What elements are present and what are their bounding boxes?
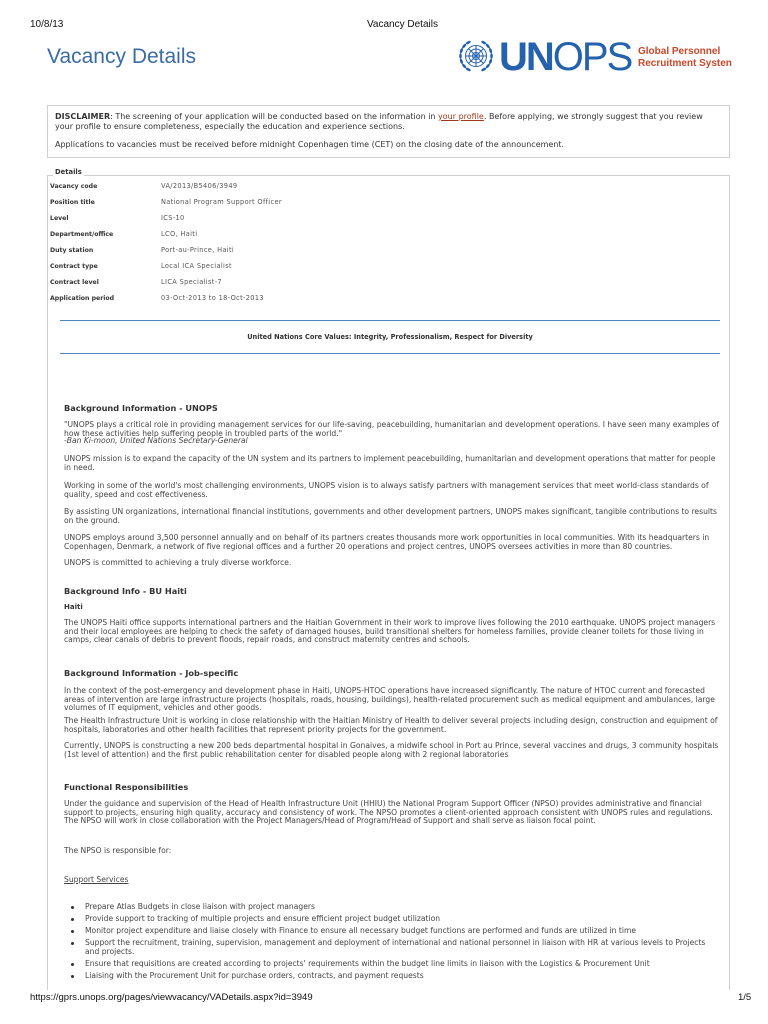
support-services-heading: Support Services <box>64 875 129 884</box>
detail-label: Department/office <box>50 231 114 238</box>
list-item: Ensure that requisitions are created according to projects' requirements within the budget line limits in liaison with the Logistics & Procurement Unit <box>85 960 721 969</box>
list-item: Support the recruitment, training, supervision, management and deployment of international and national personnel in liaison with HR at various levels to Projects and projects. <box>85 939 721 956</box>
list-item: Monitor project expenditure and liaise closely with Finance to ensure all necessary budget functions are performed and funds are utilized in time <box>85 927 721 936</box>
detail-value: 03-Oct-2013 to 18-Oct-2013 <box>161 293 264 302</box>
section-heading: Background Information - Job-specific <box>64 668 239 678</box>
print-title: Vacancy Details <box>367 19 438 30</box>
details-table <box>50 179 470 307</box>
divider-rule <box>60 320 720 321</box>
detail-row-contract-type <box>50 259 470 275</box>
paragraph: The NPSO is responsible for: <box>64 846 172 855</box>
detail-value: LICA Specialist-7 <box>161 277 222 286</box>
logo-wordmark-bold: UN <box>499 35 553 79</box>
core-values: United Nations Core Values: Integrity, Professionalism, Respect for Diversity <box>247 333 533 341</box>
list-item: Liaising with the Procurement Unit for purchase orders, contracts, and payment requests <box>85 972 721 981</box>
detail-label: Vacancy code <box>50 183 98 190</box>
print-date: 10/8/13 <box>30 19 64 30</box>
detail-value: VA/2013/B5406/3949 <box>161 181 238 190</box>
un-emblem-icon <box>458 38 494 74</box>
detail-label: Contract level <box>50 279 99 286</box>
details-legend: Details <box>55 168 82 176</box>
detail-row-duty-station <box>50 243 470 259</box>
logo-wordmark-light: OPS <box>552 35 632 79</box>
paragraph: By assisting UN organizations, international financial institutions, governments and other development partners, UNOPS makes significant, tangible contributions to results on the ground. <box>64 507 717 525</box>
paragraph: In the context of the post-emergency and development phase in Haiti, UNOPS-HTOC operations have increased significantly. The nature of HTOC current and forecasted areas of intervention are large infrastructure projects (hospitals, roads, housing, buildings), health-related procurement such as medical equipment and ambulances, large volumes of IT equipment, vehicles and other goods. <box>64 686 715 712</box>
paragraph: UNOPS employs around 3,500 personnel annually and on behalf of its partners creates thousands more work opportunities in local communities. With its headquarters in Copenhagen, Denmark, a network of five regional offices and a further 20 operations and project centres, UNOPS oversees activities in more than 80 countries. <box>64 533 710 551</box>
divider-rule <box>60 353 720 354</box>
detail-label: Duty station <box>50 247 94 254</box>
responsibilities-list <box>85 903 721 984</box>
detail-value: Local ICA Specialist <box>161 261 232 270</box>
disclaimer-label: DISCLAIMER <box>55 112 111 121</box>
paragraph: Working in some of the world's most challenging environments, UNOPS vision is to always satisfy partners with management services that meet world-class standards of quality, speed and cost effectiveness. <box>64 481 709 499</box>
detail-value: Port-au-Prince, Haiti <box>161 245 235 254</box>
print-page-number: 1/5 <box>738 992 752 1003</box>
list-item: Prepare Atlas Budgets in close liaison with project managers <box>85 903 721 912</box>
detail-value: ICS-10 <box>161 213 185 222</box>
paragraph: UNOPS mission is to expand the capacity of the UN system and its partners to implement peacebuilding, humanitarian and development operations that matter for people in need. <box>64 454 716 472</box>
list-item: Provide support to tracking of multiple projects and ensure efficient project budget utilization <box>85 915 721 924</box>
disclaimer-text <box>55 112 722 132</box>
profile-link[interactable]: your profile <box>438 112 484 121</box>
quote-attribution: -Ban Ki-moon, United Nations Secretary-General <box>64 436 248 445</box>
logo-wordmark <box>499 37 631 77</box>
logo-tagline-line2: Recruitment Systen <box>638 58 732 69</box>
paragraph: The UNOPS Haiti office supports international partners and the Haitian Government in their work to improve lives following the 2010 earthquake. UNOPS project managers and their local employees are helping to check the safety of damaged houses, build transitional shelters for homeless families, provide cleaner toilets for those living in camps, clear canals of debris to prevent floods, repair roads, and construct maternity centres and schools. <box>64 618 716 644</box>
disclaimer-text-end: . Before applying, we strongly suggest that you review your profile to ensure completeness, especially the education and experience sections. <box>55 112 703 131</box>
paragraph: Currently, UNOPS is constructing a new 200 beds departmental hospital in Gonaives, a midwife school in Port au Prince, several vaccines and drugs, 3 community hospitals (1st level of attention) and the first public rehabilitation center for disabled people along with 2 regional laboratories <box>64 741 719 759</box>
section-subheading: Haiti <box>64 603 83 611</box>
section-heading: Background Info - BU Haiti <box>64 586 187 596</box>
page-title: Vacancy Details <box>47 45 197 68</box>
section-heading: Functional Responsibilities <box>64 782 189 792</box>
detail-label: Application period <box>50 295 115 302</box>
disclaimer-text-start: : The screening of your application will be conducted based on the information in <box>110 112 439 121</box>
print-footer-url: https://gprs.unops.org/pages/viewvacancy/VADetails.aspx?id=3949 <box>30 992 313 1003</box>
disclaimer-box <box>47 105 730 158</box>
detail-row-department <box>50 227 470 243</box>
paragraph: The Health Infrastructure Unit is working in close relationship with the Haitian Ministry of Health to deliver several projects including design, construction and equipment of hospitals, laboratories and other health facilities that represent priority projects for the government. <box>64 716 718 734</box>
detail-row-application-period <box>50 291 470 307</box>
detail-value: National Program Support Officer <box>161 197 282 206</box>
detail-row-level <box>50 211 470 227</box>
detail-label: Level <box>50 215 69 222</box>
section-heading: Background Information - UNOPS <box>64 403 218 413</box>
detail-row-position-title <box>50 195 470 211</box>
detail-label: Position title <box>50 199 95 206</box>
detail-value: LCO, Haiti <box>161 229 198 238</box>
deadline-note: Applications to vacancies must be received before midnight Copenhagen time (CET) on the closing date of the announcement. <box>55 140 565 149</box>
paragraph: UNOPS is committed to achieving a truly diverse workforce. <box>64 558 292 567</box>
quote-paragraph: "UNOPS plays a critical role in providing management services for our life-saving, peacebuilding, humanitarian and development operations. I have seen many examples of how these activities help suffering people in troubled parts of the world." <box>64 420 720 438</box>
detail-label: Contract type <box>50 263 98 270</box>
paragraph: Under the guidance and supervision of the Head of Health Infrastructure Unit (HHIU) the National Program Support Officer (NPSO) provides administrative and financial support to projects, ensuring high quality, accuracy and consistency of work. The NPSO promotes a client-oriented approach consistent with UNOPS rules and regulations. The NPSO will work in close collaboration with the Project Managers/Head of Program/Head of Support and shall serve as liaison focal point. <box>64 799 713 825</box>
logo-tagline-line1: Global Personnel <box>638 46 721 57</box>
